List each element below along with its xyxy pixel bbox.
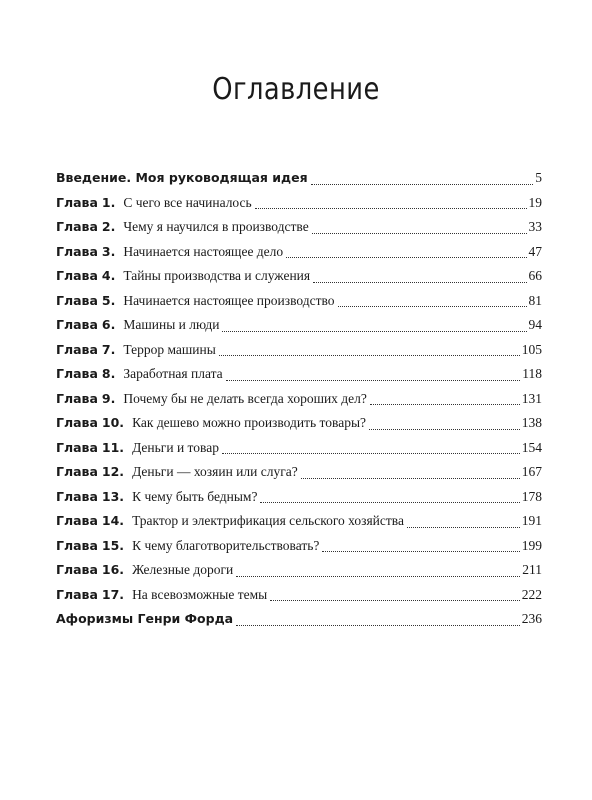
chapter-label: Глава (56, 194, 98, 210)
chapter-number: 12. (101, 464, 125, 479)
page-number: 138 (521, 415, 542, 430)
chapter-label: Глава (56, 390, 98, 406)
dot-leader (322, 550, 519, 552)
dot-leader (236, 624, 520, 626)
chapter-label: Глава (56, 317, 98, 332)
chapter-title: Заработная плата (123, 366, 223, 381)
chapter-number: 13. (101, 488, 125, 504)
toc-entry (56, 511, 542, 536)
toc-entry (56, 193, 542, 218)
chapter-label: Глава (56, 292, 98, 308)
chapter-label: Глава (56, 341, 98, 357)
page-number: 167 (521, 464, 542, 479)
chapter-number: 14. (101, 513, 125, 528)
toc-entry (56, 609, 542, 634)
page-number: 178 (521, 488, 542, 504)
dot-leader (286, 256, 526, 258)
dot-leader (255, 207, 527, 209)
toc-entry (56, 536, 542, 561)
page-number: 66 (528, 268, 542, 283)
page-number: 118 (522, 366, 542, 381)
chapter-title: К чему быть бедным? (132, 488, 258, 504)
chapter-number: 1. (101, 194, 116, 210)
toc-entry (56, 364, 542, 389)
toc-entry (56, 217, 542, 242)
chapter-label: Глава (56, 464, 98, 479)
page-number: 191 (521, 513, 542, 528)
chapter-number: 9. (101, 390, 116, 406)
toc-entry (56, 413, 542, 438)
toc-entry (56, 315, 542, 340)
toc-entry (56, 168, 542, 193)
dot-leader (407, 526, 520, 528)
dot-leader (219, 354, 520, 356)
page-number: 236 (521, 611, 542, 626)
dot-leader (338, 305, 527, 307)
chapter-label: Глава (56, 488, 98, 504)
toc-entry (56, 266, 542, 291)
chapter-title: С чего все начиналось (123, 194, 252, 210)
dot-leader (260, 501, 519, 503)
chapter-label: Глава (56, 562, 98, 577)
page-number: 33 (528, 219, 542, 234)
page-number: 131 (521, 390, 542, 406)
section-title: Афоризмы Генри Форда (56, 611, 234, 626)
page-number: 105 (521, 341, 542, 357)
chapter-title: Начинается настоящее дело (123, 243, 284, 259)
chapter-title: Трактор и электрификация сельского хозяйства (132, 513, 404, 528)
chapter-title: На всевозможные темы (132, 586, 268, 602)
chapter-title: Начинается настоящее производство (123, 292, 335, 308)
page-title: Оглавление (212, 72, 380, 107)
page-number: 19 (528, 194, 542, 210)
dot-leader (222, 452, 520, 454)
chapter-title: Деньги и товар (132, 439, 219, 455)
toc-entry (56, 462, 542, 487)
toc-entry (56, 585, 542, 610)
chapter-label: Глава (56, 415, 98, 430)
chapter-number: 16. (101, 562, 125, 577)
page-number: 222 (521, 586, 542, 602)
page-number: 94 (528, 317, 542, 332)
section-title: Введение. Моя руководящая идея (56, 170, 308, 185)
chapter-number: 17. (101, 586, 125, 602)
dot-leader (222, 330, 526, 332)
dot-leader (236, 575, 520, 577)
chapter-label: Глава (56, 268, 98, 283)
chapter-title: К чему благотворительствовать? (132, 537, 320, 553)
chapter-title: Чему я научился в производстве (123, 219, 309, 234)
chapter-number: 2. (101, 219, 116, 234)
dot-leader (369, 428, 520, 430)
chapter-label: Глава (56, 586, 98, 602)
chapter-title: Железные дороги (132, 562, 234, 577)
dot-leader (226, 379, 521, 381)
dot-leader (301, 477, 520, 479)
page-number: 154 (521, 439, 542, 455)
dot-leader (312, 232, 527, 234)
toc-entry (56, 487, 542, 512)
chapter-label: Глава (56, 439, 98, 455)
chapter-title: Деньги — хозяин или слуга? (132, 464, 298, 479)
page-number: 199 (521, 537, 542, 553)
dot-leader (311, 183, 534, 185)
chapter-label: Глава (56, 243, 98, 259)
chapter-number: 11. (101, 439, 125, 455)
table-of-contents (56, 168, 542, 634)
chapter-number: 15. (101, 537, 125, 553)
toc-entry (56, 560, 542, 585)
chapter-label: Глава (56, 537, 98, 553)
chapter-title: Тайны производства и служения (123, 268, 311, 283)
chapter-number: 7. (101, 341, 116, 357)
chapter-title: Почему бы не делать всегда хороших дел? (123, 390, 367, 406)
chapter-title: Террор машины (123, 341, 216, 357)
chapter-number: 8. (101, 366, 116, 381)
chapter-number: 5. (101, 292, 116, 308)
chapter-label: Глава (56, 366, 98, 381)
dot-leader (370, 403, 520, 405)
toc-entry (56, 291, 542, 316)
page-number: 81 (528, 292, 542, 308)
page-number: 211 (522, 562, 542, 577)
toc-entry (56, 389, 542, 414)
chapter-label: Глава (56, 219, 98, 234)
dot-leader (313, 281, 526, 283)
chapter-title: Как дешево можно производить товары? (132, 415, 367, 430)
dot-leader (270, 599, 520, 601)
toc-entry (56, 242, 542, 267)
chapter-number: 3. (101, 243, 116, 259)
chapter-number: 6. (101, 317, 116, 332)
chapter-title: Машины и люди (123, 317, 220, 332)
toc-entry (56, 438, 542, 463)
page-number: 5 (535, 170, 542, 185)
chapter-number: 10. (101, 415, 125, 430)
chapter-label: Глава (56, 513, 98, 528)
page-number: 47 (528, 243, 542, 259)
toc-entry (56, 340, 542, 365)
chapter-number: 4. (101, 268, 116, 283)
